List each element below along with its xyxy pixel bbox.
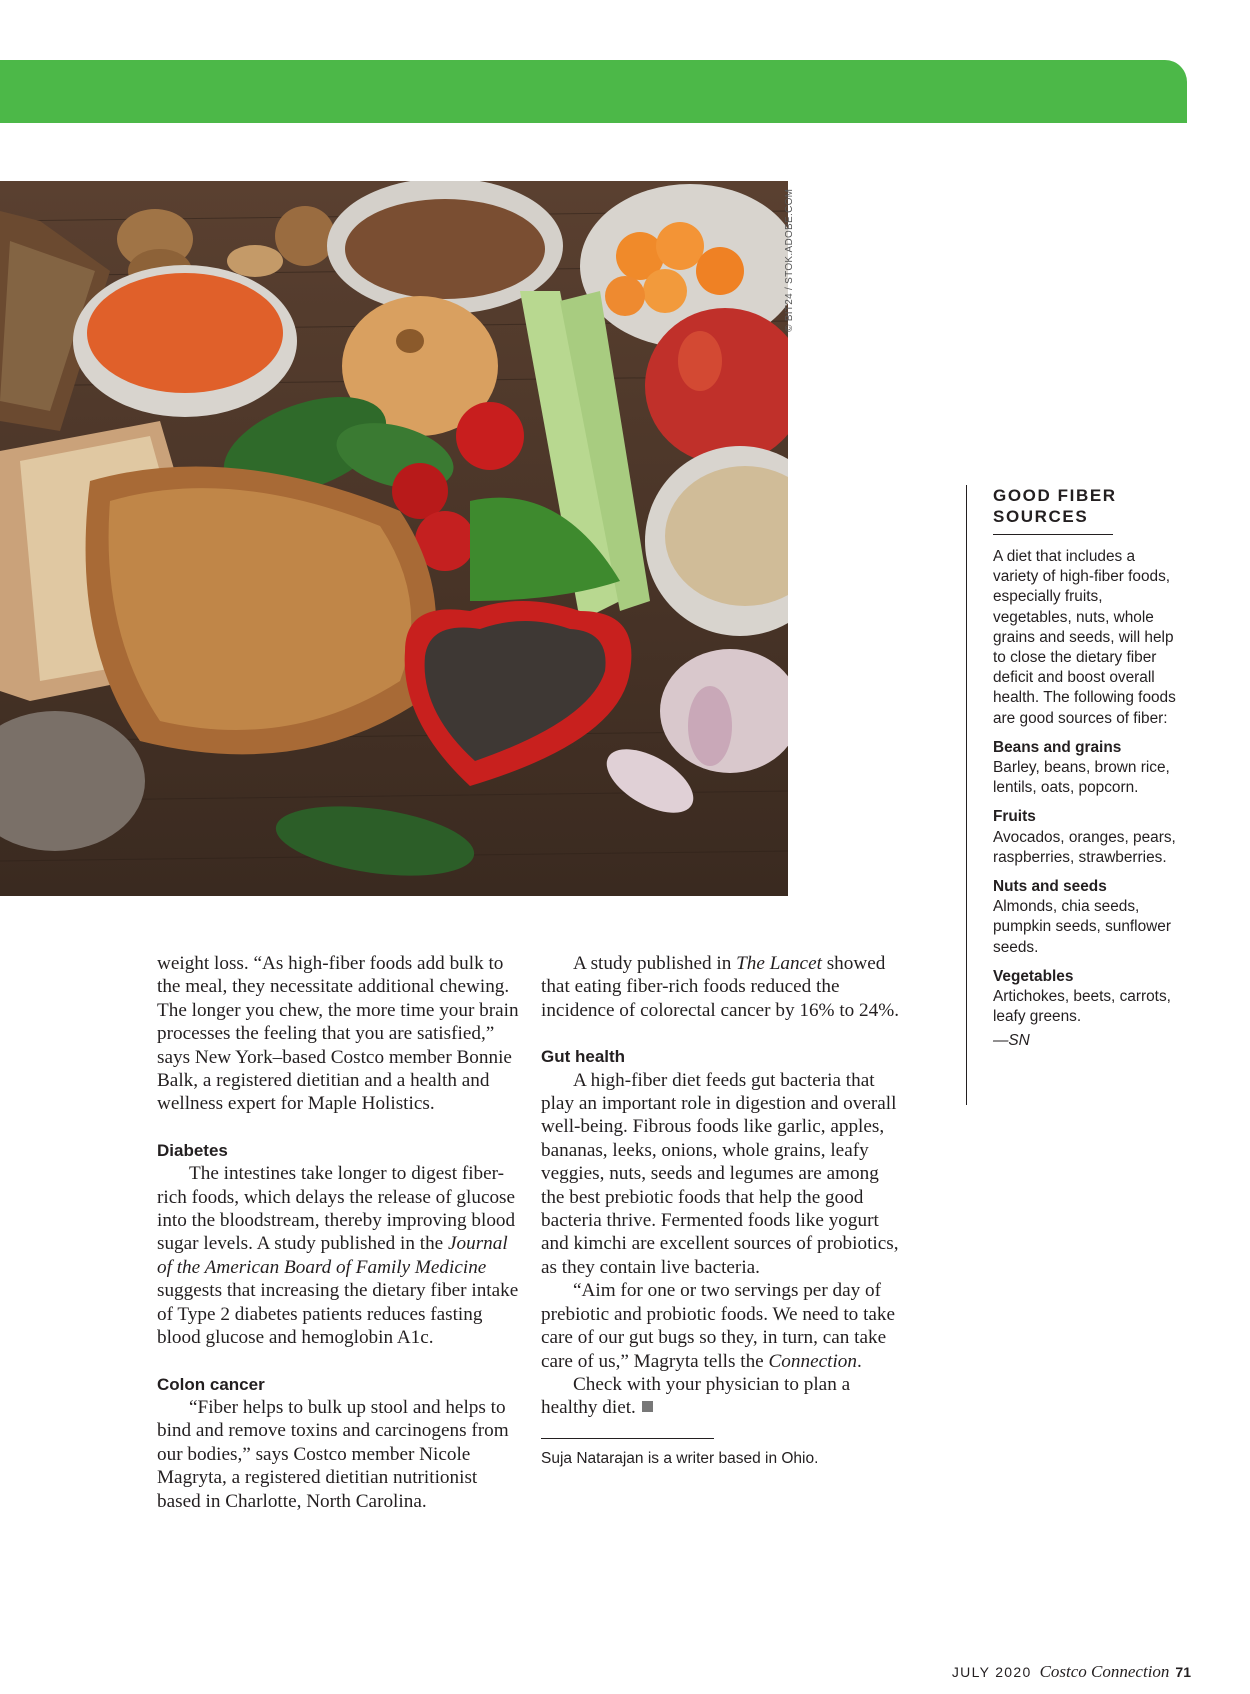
diabetes-paragraph xyxy=(157,1162,519,1349)
article-column-1 xyxy=(157,952,519,1513)
author-bio: Suja Natarajan is a writer based in Ohio. xyxy=(541,1449,819,1467)
magazine-name: Costco Connection xyxy=(1039,1662,1170,1681)
peanut xyxy=(227,245,283,277)
sidebar-section-heading: Nuts and seeds xyxy=(993,878,1107,896)
issue-date: JULY 2020 xyxy=(951,1664,1032,1680)
closing-paragraph xyxy=(541,1373,903,1420)
sidebar-title-line: GOOD FIBER xyxy=(993,486,1117,505)
article-column-2 xyxy=(541,952,903,1470)
end-mark-icon xyxy=(642,1401,653,1412)
sidebar-title-line: SOURCES xyxy=(993,507,1089,526)
sidebar-title xyxy=(993,485,1183,527)
quote-paragraph xyxy=(541,1279,903,1373)
photo-credit xyxy=(784,182,800,332)
page-number: 71 xyxy=(1175,1664,1191,1680)
food-illustration xyxy=(0,181,788,896)
sidebar-section-text: Almonds, chia seeds, pumpkin seeds, sunflower seeds. xyxy=(993,898,1171,956)
sidebar-section-text: Avocados, oranges, pears, raspberries, strawberries. xyxy=(993,828,1176,866)
gut-health-heading: Gut health xyxy=(541,1047,626,1067)
colon-cancer-heading: Colon cancer xyxy=(157,1374,265,1394)
tomato xyxy=(456,402,524,470)
sidebar-title-rule xyxy=(993,534,1113,535)
colon-cancer-paragraph: “Fiber helps to bulk up stool and helps to bind and remove toxins and carcinogens from our bodies,” says Costco member Nicole Magryta, a registered dietitian nutritionist based in Charlotte, North Carolina. xyxy=(157,1396,509,1512)
sidebar-signature: —SN xyxy=(993,1032,1030,1050)
diabetes-text: The intestines take longer to digest fiber-rich foods, which delays the release of glucose into the bloodstream, thereby improving blood sugar levels. A study published in the xyxy=(157,1163,516,1255)
sidebar-section-text: Artichokes, beets, carrots, leafy greens. xyxy=(993,988,1171,1026)
sidebar-section-text: Barley, beans, brown rice, lentils, oats, popcorn. xyxy=(993,759,1170,797)
sidebar-intro: A diet that includes a variety of high-fiber foods, especially fruits, vegetables, nuts, whole grains and seeds, will help to close the dietary fiber deficit and boost overall health. The following foods are good sources of fiber: xyxy=(993,548,1176,727)
lancet-paragraph xyxy=(541,952,903,1022)
sidebar-section-heading: Fruits xyxy=(993,808,1036,826)
sidebar-section-heading: Beans and grains xyxy=(993,738,1122,756)
walnut xyxy=(275,206,335,266)
bio-divider xyxy=(541,1438,714,1439)
page-footer xyxy=(952,1662,1191,1682)
closing-text: Check with your physician to plan a healthy diet. xyxy=(541,1373,851,1419)
journal-title: The Lancet xyxy=(736,953,822,974)
lancet-text: showed that eating fiber-rich foods reduced the incidence of colorectal cancer by 16% to 24%. xyxy=(541,953,900,1021)
publication-name: Connection xyxy=(768,1350,857,1372)
gut-health-paragraph: A high-fiber diet feeds gut bacteria that play an important role in digestion and overall well-being. Fibrous foods like garlic, apples, bananas, leeks, onions, whole grains, leafy veggies, nuts, seeds and legumes are among the best prebiotic foods that help the good bacteria thrive. Fermented foods like yogurt and kimchi are excellent sources of probiotics, as they contain live bacteria. xyxy=(541,1069,899,1278)
intro-paragraph: weight loss. “As high-fiber foods add bulk to the meal, they necessitate additional chewing. The longer you chew, the more time your brain processes the feeling that you are satisfied,” says New York–based Costco member Bonnie Balk, a registered dietitian and a health and wellness expert for Maple Holistics. xyxy=(157,953,519,1115)
diabetes-text: suggests that increasing the dietary fiber intake of Type 2 diabetes patients reduces fasting blood glucose and hemoglobin A1c. xyxy=(157,1280,519,1349)
diabetes-heading: Diabetes xyxy=(157,1140,228,1160)
sidebar-section-heading: Vegetables xyxy=(993,967,1074,985)
lancet-text: A study published in xyxy=(573,953,737,974)
quote-text: “Aim for one or two servings per day of prebiotic and probiotic foods. We need to take care of our gut bugs so they, in turn, can take care of us,” Magryta tells the xyxy=(541,1280,896,1372)
journal-title: Journal of the American Board of Family Medicine xyxy=(157,1233,508,1278)
food-photo xyxy=(0,181,788,896)
fiber-sources-sidebar xyxy=(966,485,1185,1105)
header-banner xyxy=(0,60,1187,123)
quote-text: . xyxy=(856,1350,862,1372)
photo-credit-text: © BIT24 / STOK.ADOBE.COM xyxy=(784,188,795,332)
tomato xyxy=(392,463,448,519)
